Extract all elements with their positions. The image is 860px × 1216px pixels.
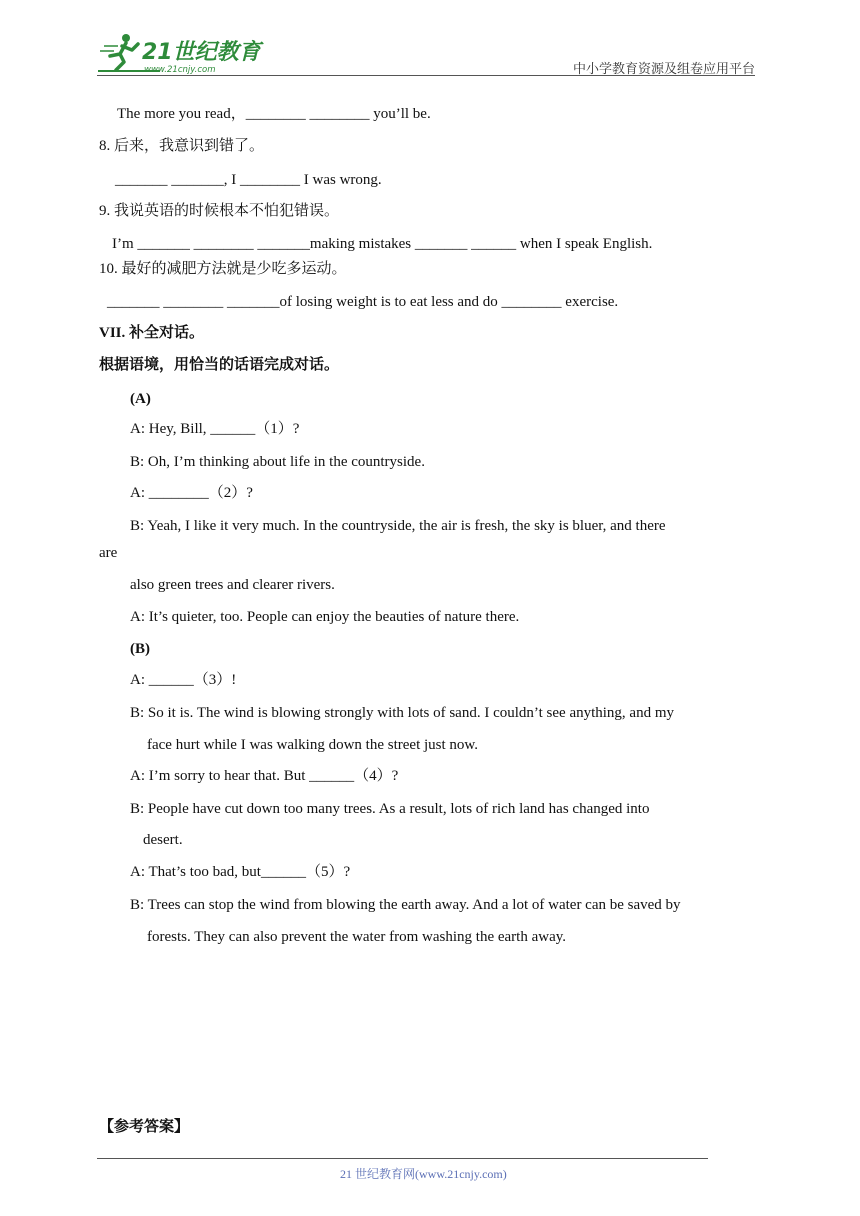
logo-text: 21世纪教育 — [142, 40, 261, 65]
dialogue-line: A: ________（2）? — [130, 485, 253, 501]
dialogue-line: B: Trees can stop the wind from blowing the earth away. And a lot of water can be saved by — [130, 897, 681, 913]
dialogue-line: face hurt while I was walking down the street just now. — [147, 737, 479, 753]
dialogue-line: A: Hey, Bill, ______（1）? — [130, 421, 300, 437]
exercise-line: _______ _______, I ________ I was wrong. — [115, 172, 382, 188]
dialogue-line: B: People have cut down too many trees. As a result, lots of rich land has changed into — [130, 801, 650, 817]
runner-logo-icon — [96, 32, 266, 78]
footer-divider — [97, 1158, 708, 1159]
question-10: 10. 最好的减肥方法就是少吃多运动。 — [99, 261, 347, 277]
dialogue-line: B: Yeah, I like it very much. In the countryside, the air is fresh, the sky is bluer, and there — [130, 518, 666, 534]
exercise-line: The more you read，________ ________ you’ll be. — [117, 106, 431, 122]
footer-site: 21 世纪教育网(www.21cnjy.com) — [340, 1167, 507, 1181]
exercise-line: I’m _______ ________ _______making mistakes _______ ______ when I speak English. — [112, 236, 653, 252]
dialogue-line: A: ______（3）! — [130, 672, 237, 688]
header-divider — [97, 75, 755, 76]
dialogue-line: B: So it is. The wind is blowing strongly with lots of sand. I couldn’t see anything, and my — [130, 705, 675, 721]
question-9: 9. 我说英语的时候根本不怕犯错误。 — [99, 203, 340, 219]
dialogue-line: A: It’s quieter, too. People can enjoy the beauties of nature there. — [130, 609, 520, 625]
dialogue-line: also green trees and clearer rivers. — [130, 577, 335, 593]
section-heading: VII. 补全对话。 — [99, 325, 205, 341]
dialogue-line: desert. — [143, 832, 183, 848]
dialogue-line: A: I’m sorry to hear that. But ______（4）? — [130, 768, 399, 784]
question-8: 8. 后来，我意识到错了。 — [99, 138, 265, 154]
logo-url: www.21cnjy.com — [144, 65, 216, 75]
dialogue-label-a: (A) — [130, 391, 151, 407]
dialogue-line: forests. They can also prevent the water from washing the earth away. — [147, 929, 567, 945]
dialogue-line: B: Oh, I’m thinking about life in the countryside. — [130, 454, 425, 470]
exercise-line: _______ ________ _______of losing weight is to eat less and do ________ exercise. — [107, 294, 619, 310]
site-logo — [96, 32, 266, 78]
answer-key-heading: 【参考答案】 — [99, 1119, 190, 1135]
dialogue-line: are — [99, 545, 118, 561]
dialogue-line: A: That’s too bad, but______（5）? — [130, 864, 351, 880]
platform-title: 中小学教育资源及组卷应用平台 — [572, 61, 755, 76]
dialogue-label-b: (B) — [130, 641, 150, 657]
section-instruction: 根据语境，用恰当的话语完成对话。 — [99, 357, 340, 373]
